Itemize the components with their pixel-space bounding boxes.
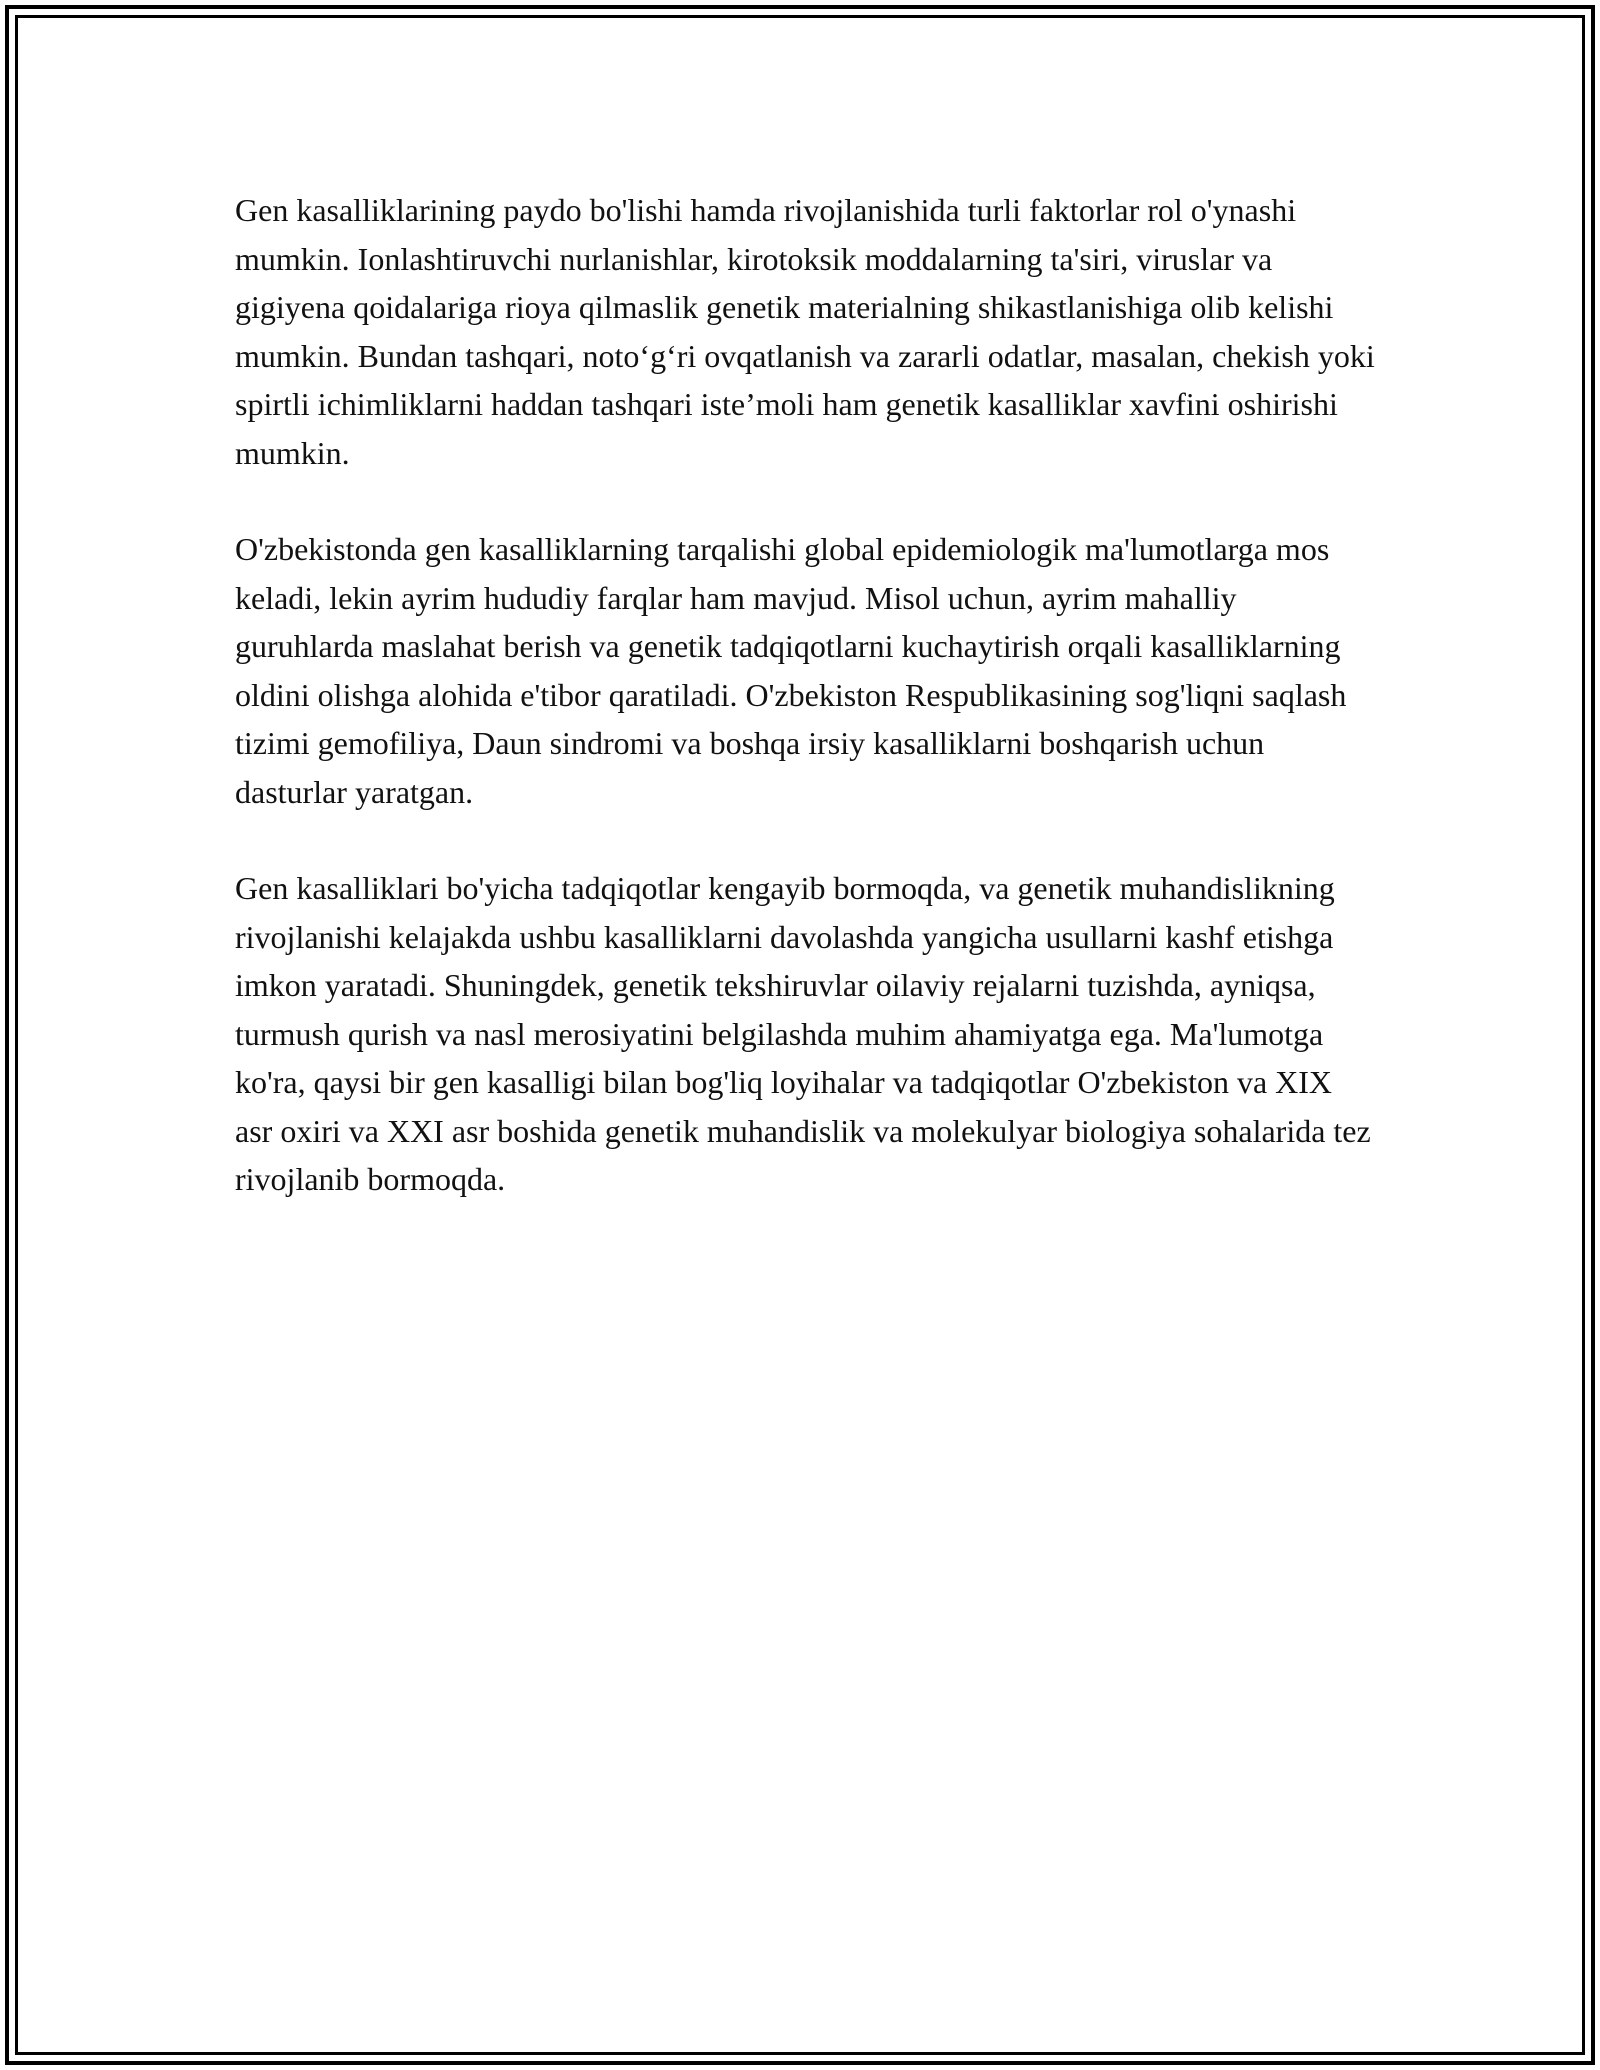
paragraph-1: Gen kasalliklarining paydo bo'lishi hamda rivojlanishida turli faktorlar rol o'ynashi mumkin. Ionlashtiruvchi nurlanishlar, kirotoksik moddalarning ta'siri, viruslar va gigiyena qoidalariga rioya qilmaslik genetik materialning shikastlanishiga olib kelishi mumkin. Bundan tashqari, noto‘g‘ri ovqatlanish va zararli odatlar, masalan, chekish yoki spirtli ichimliklarni haddan tashqari iste’moli ham genetik kasalliklar xavfini oshirishi mumkin. [235, 192, 1375, 471]
document-body [235, 186, 1375, 1252]
paragraph-2: O'zbekistonda gen kasalliklarning tarqalishi global epidemiologik ma'lumotlarga mos keladi, lekin ayrim hududiy farqlar ham mavjud. Misol uchun, ayrim mahalliy guruhlarda maslahat berish va genetik tadqiqotlarni kuchaytirish orqali kasalliklarning oldini olishga alohida e'tibor qaratiladi. O'zbekiston Respublikasining sog'liqni saqlash tizimi gemofiliya, Daun sindromi va boshqa irsiy kasalliklarni boshqarish uchun dasturlar yaratgan. [235, 531, 1347, 810]
paragraph-3: Gen kasalliklari bo'yicha tadqiqotlar kengayib bormoqda, va genetik muhandislikning rivojlanishi kelajakda ushbu kasalliklarni davolashda yangicha usullarni kashf etishga imkon yaratadi. Shuningdek, genetik tekshiruvlar oilaviy rejalarni tuzishda, ayniqsa, turmush qurish va nasl merosiyatini belgilashda muhim ahamiyatga ega. Ma'lumotga ko'ra, qaysi bir gen kasalligi bilan bog'liq loyihalar va tadqiqotlar O'zbekiston va XIX asr oxiri va XXI asr boshida genetik muhandislik va molekulyar biologiya sohalarida tez rivojlanib bormoqda. [235, 870, 1371, 1197]
